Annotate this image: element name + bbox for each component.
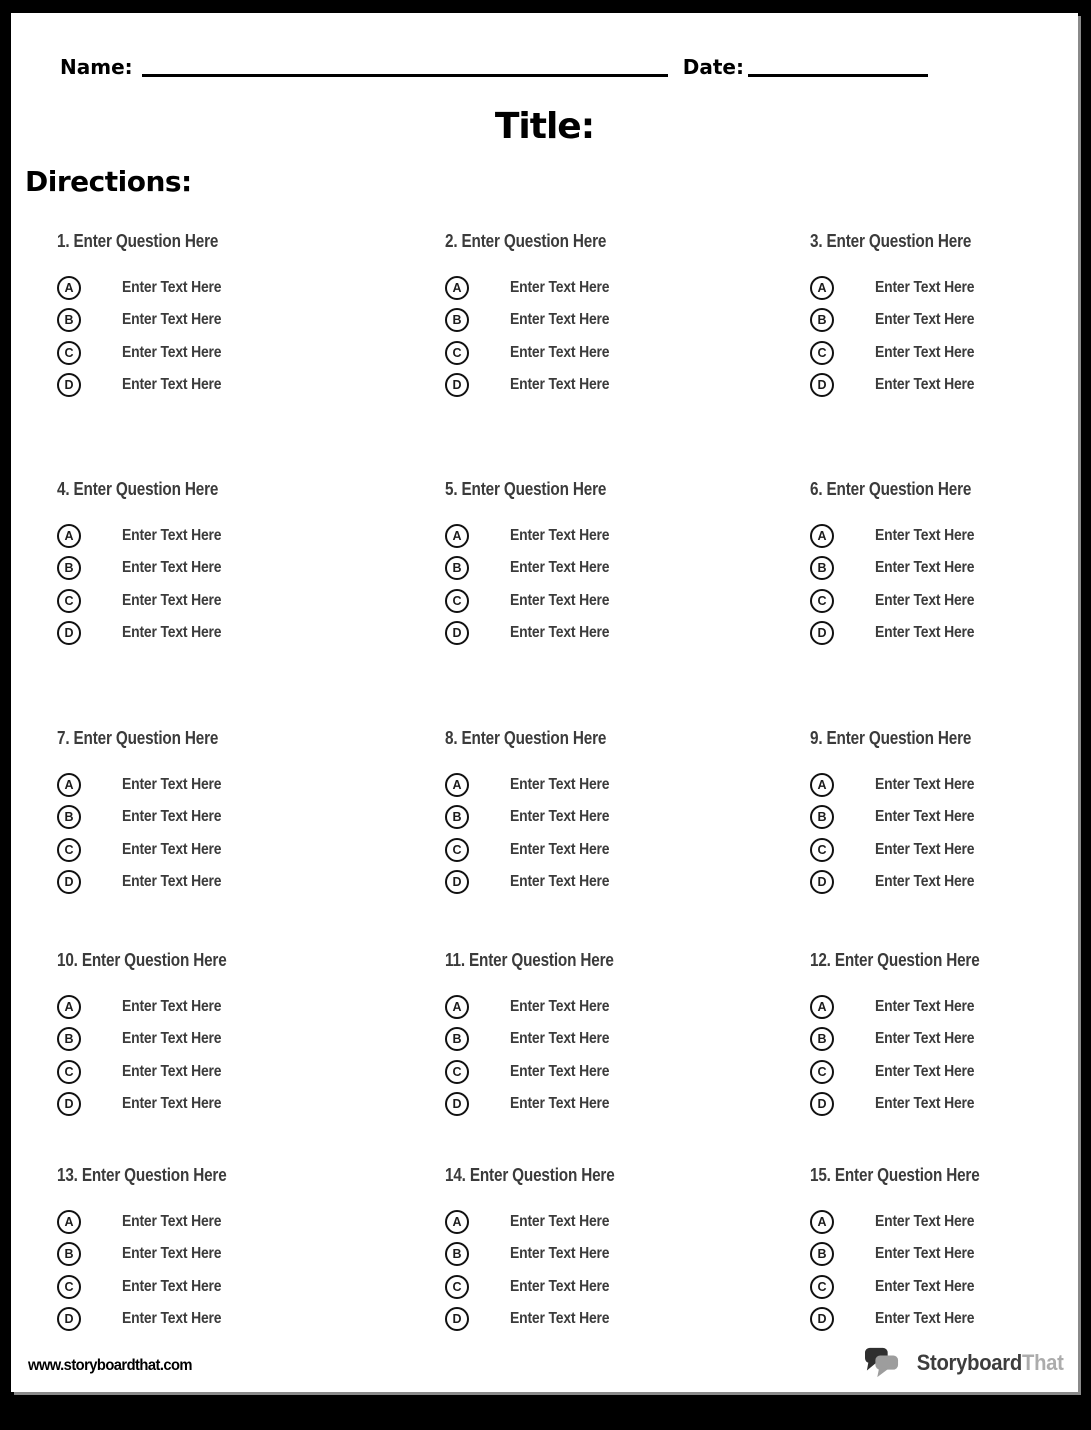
option-row: [445, 304, 810, 336]
option-text[interactable]: Enter Text Here: [122, 559, 222, 577]
option-text[interactable]: Enter Text Here: [510, 1310, 610, 1328]
option-text[interactable]: Enter Text Here: [875, 1062, 975, 1080]
option-letter-circle[interactable]: C: [445, 341, 469, 365]
options-list: [445, 520, 810, 649]
option-letter-circle[interactable]: A: [57, 995, 81, 1019]
option-text[interactable]: Enter Text Here: [122, 1062, 222, 1080]
option-row: [810, 1238, 1062, 1270]
question-label[interactable]: 15. Enter Question Here: [810, 1165, 980, 1185]
option-text[interactable]: Enter Text Here: [875, 311, 975, 329]
logo-text-secondary: That: [1022, 1350, 1064, 1375]
option-letter-circle[interactable]: D: [810, 870, 834, 894]
option-row: [810, 369, 1062, 401]
option-letter-circle[interactable]: B: [445, 556, 469, 580]
options-list: [445, 991, 810, 1120]
question-block: [445, 1165, 810, 1335]
question-label[interactable]: 3. Enter Question Here: [810, 231, 972, 251]
option-letter-circle[interactable]: B: [57, 1027, 81, 1051]
option-row: [57, 369, 445, 401]
options-list: [810, 520, 1062, 649]
option-text[interactable]: Enter Text Here: [510, 343, 610, 361]
option-row: [57, 520, 445, 552]
option-letter-circle[interactable]: C: [810, 341, 834, 365]
option-letter-circle[interactable]: B: [810, 556, 834, 580]
question-block: [810, 728, 1062, 950]
option-letter-circle[interactable]: A: [445, 773, 469, 797]
option-row: [57, 1303, 445, 1335]
directions-label: Directions:: [25, 165, 192, 198]
question-label[interactable]: 6. Enter Question Here: [810, 479, 972, 499]
question-block: [810, 231, 1062, 479]
question-block: [810, 1165, 1062, 1335]
option-row: [57, 272, 445, 304]
question-label[interactable]: 8. Enter Question Here: [445, 728, 607, 748]
option-row: [57, 1271, 445, 1303]
option-text[interactable]: Enter Text Here: [875, 376, 975, 394]
option-text[interactable]: Enter Text Here: [510, 311, 610, 329]
option-letter-circle[interactable]: C: [445, 589, 469, 613]
option-text[interactable]: Enter Text Here: [510, 840, 610, 858]
option-letter-circle[interactable]: D: [810, 1307, 834, 1331]
question-label[interactable]: 14. Enter Question Here: [445, 1165, 615, 1185]
option-row: [445, 585, 810, 617]
option-row: [810, 585, 1062, 617]
option-letter-circle[interactable]: A: [445, 524, 469, 548]
option-text[interactable]: Enter Text Here: [875, 873, 975, 891]
option-text[interactable]: Enter Text Here: [122, 808, 222, 826]
option-letter-circle[interactable]: D: [810, 621, 834, 645]
option-row: [445, 552, 810, 584]
option-row: [57, 991, 445, 1023]
option-letter-circle[interactable]: B: [810, 1027, 834, 1051]
option-row: [810, 769, 1062, 801]
option-text[interactable]: Enter Text Here: [510, 1030, 610, 1048]
option-text[interactable]: Enter Text Here: [875, 776, 975, 794]
option-row: [810, 801, 1062, 833]
question-label[interactable]: 9. Enter Question Here: [810, 728, 972, 748]
question-block: [445, 479, 810, 728]
option-row: [57, 304, 445, 336]
option-letter-circle[interactable]: B: [810, 308, 834, 332]
options-list: [445, 769, 810, 898]
options-list: [57, 272, 445, 401]
option-row: [57, 337, 445, 369]
option-row: [57, 585, 445, 617]
question-block: [57, 479, 445, 728]
options-list: [445, 272, 810, 401]
option-text[interactable]: Enter Text Here: [875, 1277, 975, 1295]
option-row: [445, 337, 810, 369]
option-letter-circle[interactable]: C: [810, 838, 834, 862]
option-letter-circle[interactable]: D: [57, 373, 81, 397]
name-label: Name:: [60, 55, 133, 79]
option-text[interactable]: Enter Text Here: [875, 624, 975, 642]
option-text[interactable]: Enter Text Here: [510, 1213, 610, 1231]
option-letter-circle[interactable]: A: [810, 995, 834, 1019]
option-row: [57, 1088, 445, 1120]
option-text[interactable]: Enter Text Here: [510, 1095, 610, 1113]
option-row: [445, 1206, 810, 1238]
option-text[interactable]: Enter Text Here: [510, 527, 610, 545]
option-text[interactable]: Enter Text Here: [875, 1213, 975, 1231]
option-text[interactable]: Enter Text Here: [122, 311, 222, 329]
option-text[interactable]: Enter Text Here: [122, 1245, 222, 1263]
option-row: [445, 834, 810, 866]
option-row: [810, 866, 1062, 898]
question-block: [810, 479, 1062, 728]
option-letter-circle[interactable]: D: [810, 1092, 834, 1116]
option-text[interactable]: Enter Text Here: [875, 1245, 975, 1263]
option-letter-circle[interactable]: C: [57, 341, 81, 365]
option-text[interactable]: Enter Text Here: [510, 591, 610, 609]
option-row: [810, 520, 1062, 552]
option-text[interactable]: Enter Text Here: [122, 776, 222, 794]
option-row: [810, 1206, 1062, 1238]
option-letter-circle[interactable]: D: [445, 870, 469, 894]
option-letter-circle[interactable]: C: [445, 1275, 469, 1299]
option-letter-circle[interactable]: A: [445, 1210, 469, 1234]
question-block: [57, 728, 445, 950]
options-list: [57, 769, 445, 898]
logo-text: [917, 1345, 1064, 1381]
option-text[interactable]: Enter Text Here: [122, 1030, 222, 1048]
option-row: [810, 991, 1062, 1023]
option-letter-circle[interactable]: C: [810, 589, 834, 613]
option-row: [445, 1303, 810, 1335]
option-row: [57, 801, 445, 833]
option-letter-circle[interactable]: C: [810, 1275, 834, 1299]
option-letter-circle[interactable]: B: [445, 805, 469, 829]
option-text[interactable]: Enter Text Here: [510, 776, 610, 794]
option-letter-circle[interactable]: B: [445, 1242, 469, 1266]
option-row: [445, 1271, 810, 1303]
question-label[interactable]: 2. Enter Question Here: [445, 231, 607, 251]
option-letter-circle[interactable]: A: [810, 773, 834, 797]
question-label[interactable]: 10. Enter Question Here: [57, 950, 227, 970]
option-row: [810, 304, 1062, 336]
option-text[interactable]: Enter Text Here: [510, 998, 610, 1016]
option-row: [810, 1023, 1062, 1055]
option-text[interactable]: Enter Text Here: [875, 1095, 975, 1113]
option-letter-circle[interactable]: C: [57, 1060, 81, 1084]
options-list: [810, 1206, 1062, 1335]
option-letter-circle[interactable]: B: [57, 805, 81, 829]
options-list: [57, 991, 445, 1120]
option-text[interactable]: Enter Text Here: [122, 1310, 222, 1328]
option-row: [445, 1023, 810, 1055]
options-list: [810, 991, 1062, 1120]
option-letter-circle[interactable]: B: [57, 308, 81, 332]
option-text[interactable]: Enter Text Here: [510, 1062, 610, 1080]
title-label: Title:: [494, 106, 595, 147]
option-row: [445, 1056, 810, 1088]
option-row: [57, 552, 445, 584]
option-text[interactable]: Enter Text Here: [122, 1277, 222, 1295]
option-text[interactable]: Enter Text Here: [122, 998, 222, 1016]
option-letter-circle[interactable]: C: [445, 1060, 469, 1084]
option-text[interactable]: Enter Text Here: [875, 591, 975, 609]
option-row: [57, 769, 445, 801]
option-text[interactable]: Enter Text Here: [122, 527, 222, 545]
option-letter-circle[interactable]: B: [810, 1242, 834, 1266]
option-row: [57, 1056, 445, 1088]
option-text[interactable]: Enter Text Here: [510, 559, 610, 577]
option-letter-circle[interactable]: A: [445, 995, 469, 1019]
option-letter-circle[interactable]: C: [57, 1275, 81, 1299]
option-letter-circle[interactable]: A: [57, 276, 81, 300]
option-text[interactable]: Enter Text Here: [122, 840, 222, 858]
option-letter-circle[interactable]: D: [57, 870, 81, 894]
option-row: [57, 1023, 445, 1055]
option-text[interactable]: Enter Text Here: [875, 343, 975, 361]
option-letter-circle[interactable]: D: [57, 1092, 81, 1116]
option-letter-circle[interactable]: B: [810, 805, 834, 829]
question-block: [57, 950, 445, 1165]
option-letter-circle[interactable]: A: [57, 1210, 81, 1234]
question-block: [57, 1165, 445, 1335]
option-text[interactable]: Enter Text Here: [122, 343, 222, 361]
option-letter-circle[interactable]: D: [57, 1307, 81, 1331]
option-letter-circle[interactable]: B: [445, 308, 469, 332]
option-text[interactable]: Enter Text Here: [122, 376, 222, 394]
option-text[interactable]: Enter Text Here: [875, 559, 975, 577]
option-letter-circle[interactable]: C: [445, 838, 469, 862]
question-label[interactable]: 11. Enter Question Here: [445, 950, 614, 970]
option-text[interactable]: Enter Text Here: [875, 1030, 975, 1048]
option-row: [810, 1056, 1062, 1088]
option-letter-circle[interactable]: D: [445, 1092, 469, 1116]
question-label[interactable]: 4. Enter Question Here: [57, 479, 219, 499]
option-letter-circle[interactable]: D: [57, 621, 81, 645]
option-row: [445, 801, 810, 833]
option-text[interactable]: Enter Text Here: [875, 808, 975, 826]
option-text[interactable]: Enter Text Here: [510, 624, 610, 642]
option-row: [810, 1303, 1062, 1335]
option-row: [810, 337, 1062, 369]
option-row: [445, 1088, 810, 1120]
option-row: [810, 272, 1062, 304]
option-row: [810, 617, 1062, 649]
questions-grid: [57, 231, 1062, 1335]
speech-bubbles-icon: [865, 1345, 899, 1381]
option-letter-circle[interactable]: D: [810, 373, 834, 397]
option-text[interactable]: Enter Text Here: [122, 279, 222, 297]
option-letter-circle[interactable]: B: [445, 1027, 469, 1051]
worksheet-page: [11, 13, 1078, 1392]
question-label[interactable]: 7. Enter Question Here: [57, 728, 219, 748]
options-list: [57, 520, 445, 649]
option-text[interactable]: Enter Text Here: [510, 376, 610, 394]
option-row: [445, 520, 810, 552]
option-row: [445, 769, 810, 801]
option-row: [57, 1238, 445, 1270]
option-row: [445, 272, 810, 304]
options-list: [57, 1206, 445, 1335]
option-row: [445, 1238, 810, 1270]
option-letter-circle[interactable]: A: [57, 524, 81, 548]
option-letter-circle[interactable]: D: [445, 1307, 469, 1331]
question-label[interactable]: 13. Enter Question Here: [57, 1165, 227, 1185]
option-row: [445, 369, 810, 401]
option-row: [810, 552, 1062, 584]
options-list: [445, 1206, 810, 1335]
option-letter-circle[interactable]: A: [810, 276, 834, 300]
option-row: [445, 991, 810, 1023]
option-text[interactable]: Enter Text Here: [122, 624, 222, 642]
option-text[interactable]: Enter Text Here: [510, 1245, 610, 1263]
option-text[interactable]: Enter Text Here: [122, 1213, 222, 1231]
option-row: [810, 834, 1062, 866]
logo-text-primary: Storyboard: [917, 1350, 1023, 1375]
option-text[interactable]: Enter Text Here: [122, 1095, 222, 1113]
option-text[interactable]: Enter Text Here: [122, 591, 222, 609]
option-text[interactable]: Enter Text Here: [875, 840, 975, 858]
question-block: [57, 231, 445, 479]
option-row: [57, 617, 445, 649]
option-row: [810, 1088, 1062, 1120]
question-block: [810, 950, 1062, 1165]
option-letter-circle[interactable]: B: [57, 556, 81, 580]
question-label[interactable]: 1. Enter Question Here: [57, 231, 219, 251]
option-letter-circle[interactable]: A: [445, 276, 469, 300]
option-letter-circle[interactable]: C: [810, 1060, 834, 1084]
option-text[interactable]: Enter Text Here: [875, 527, 975, 545]
option-row: [445, 866, 810, 898]
option-row: [57, 1206, 445, 1238]
option-letter-circle[interactable]: A: [810, 524, 834, 548]
option-row: [810, 1271, 1062, 1303]
options-list: [810, 272, 1062, 401]
option-text[interactable]: Enter Text Here: [510, 279, 610, 297]
question-block: [445, 728, 810, 950]
option-letter-circle[interactable]: C: [57, 838, 81, 862]
option-text[interactable]: Enter Text Here: [510, 873, 610, 891]
website-url: www.storyboardthat.com: [28, 1357, 192, 1374]
question-block: [445, 950, 810, 1165]
storyboardthat-logo: [865, 1345, 1064, 1381]
option-text[interactable]: Enter Text Here: [510, 1277, 610, 1295]
option-text[interactable]: Enter Text Here: [875, 1310, 975, 1328]
option-row: [57, 834, 445, 866]
option-text[interactable]: Enter Text Here: [122, 873, 222, 891]
question-label[interactable]: 12. Enter Question Here: [810, 950, 980, 970]
option-text[interactable]: Enter Text Here: [875, 279, 975, 297]
option-text[interactable]: Enter Text Here: [510, 808, 610, 826]
option-letter-circle[interactable]: A: [57, 773, 81, 797]
option-letter-circle[interactable]: B: [57, 1242, 81, 1266]
option-text[interactable]: Enter Text Here: [875, 998, 975, 1016]
options-list: [810, 769, 1062, 898]
option-letter-circle[interactable]: C: [57, 589, 81, 613]
name-date-row: [60, 55, 928, 79]
name-blank-line[interactable]: [142, 74, 668, 77]
question-block: [445, 231, 810, 479]
date-blank-line[interactable]: [748, 74, 928, 77]
date-label: Date:: [682, 55, 744, 79]
option-row: [57, 866, 445, 898]
option-letter-circle[interactable]: D: [445, 373, 469, 397]
option-letter-circle[interactable]: A: [810, 1210, 834, 1234]
question-label[interactable]: 5. Enter Question Here: [445, 479, 607, 499]
option-row: [445, 617, 810, 649]
option-letter-circle[interactable]: D: [445, 621, 469, 645]
